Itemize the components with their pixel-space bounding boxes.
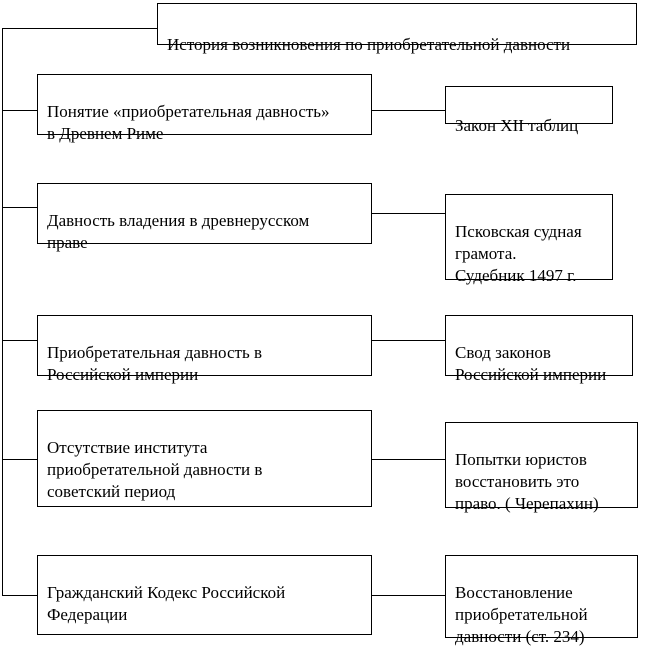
row-1-left-text: Понятие «приобретательная давность» в Древнем Риме xyxy=(47,102,330,143)
row-3-left-text: Приобретательная давность в Российской империи xyxy=(47,343,262,384)
row-4-right-box xyxy=(445,422,638,513)
row-4-right-text: Попытки юристов восстановить это право. ( Черепахин) xyxy=(455,450,599,513)
row-2-left-box xyxy=(37,183,372,252)
row-5-right-box xyxy=(445,555,638,646)
row-4-right-connector xyxy=(372,459,445,460)
main-vertical-connector xyxy=(2,28,3,595)
row-5-right-text: Восстановление приобретательной давности (ст. 234) xyxy=(455,583,588,646)
row-4-left-box xyxy=(37,410,372,507)
row-2-right-box xyxy=(445,194,613,285)
row-2-left-text: Давность владения в древнерусском праве xyxy=(47,211,310,252)
diagram-title: История возникновения по приобретательной давности xyxy=(167,35,571,54)
row-1-left-box xyxy=(37,74,372,143)
row-1-right-connector xyxy=(372,110,445,111)
row-4-left-connector xyxy=(2,459,37,460)
row-4-left-text: Отсутствие института приобретательной давности в советский период xyxy=(47,438,263,501)
row-3-left-connector xyxy=(2,340,37,341)
row-3-right-connector xyxy=(372,340,445,341)
row-5-left-box xyxy=(37,555,372,635)
row-3-right-text: Свод законов Российской империи xyxy=(455,343,607,384)
title-connector xyxy=(2,28,157,29)
diagram-title-box xyxy=(157,3,637,54)
row-1-right-box xyxy=(445,86,613,135)
row-3-right-box xyxy=(445,315,633,384)
row-2-right-connector xyxy=(372,213,445,214)
row-1-right-text: Закон XII таблиц xyxy=(455,116,579,135)
row-1-left-connector xyxy=(2,110,37,111)
row-5-right-connector xyxy=(372,595,445,596)
row-5-left-text: Гражданский Кодекс Российской Федерации xyxy=(47,583,286,624)
row-2-right-text: Псковская судная грамота. Судебник 1497 г. xyxy=(455,222,582,285)
row-3-left-box xyxy=(37,315,372,384)
row-2-left-connector xyxy=(2,207,37,208)
row-5-left-connector xyxy=(2,595,37,596)
